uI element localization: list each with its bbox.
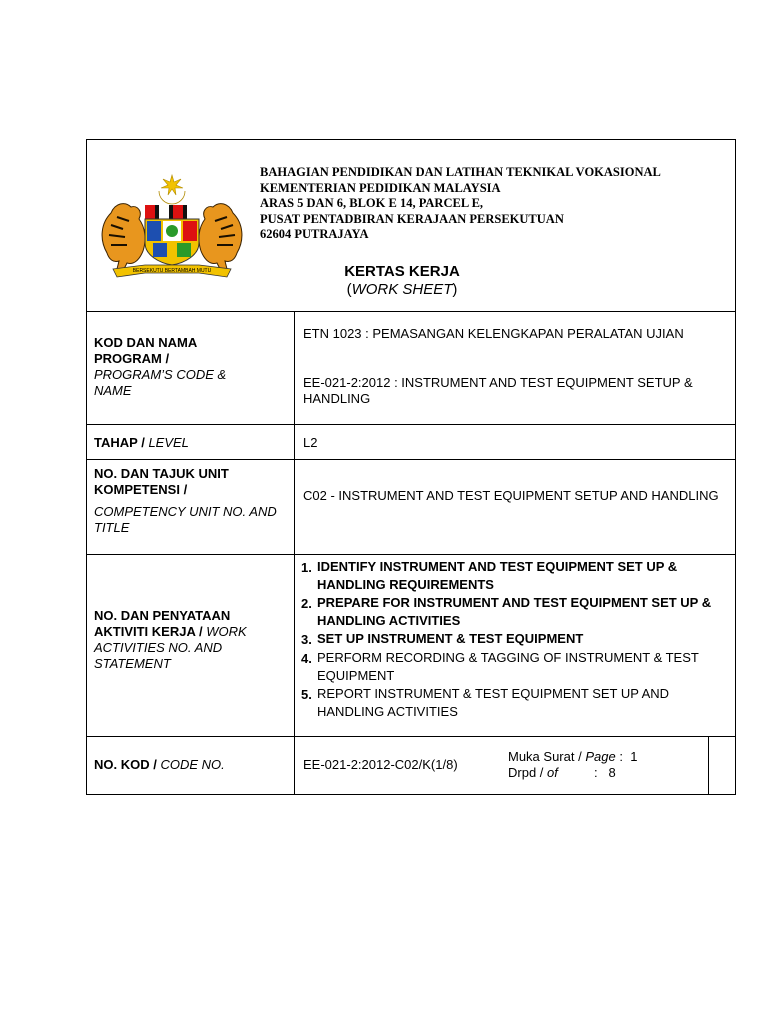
document-subtitle: (WORK SHEET) (346, 281, 458, 298)
page-number: Muka Surat / Page : 1 (508, 749, 638, 764)
activity-item: 5. REPORT INSTRUMENT & TEST EQUIPMENT SET UP AND HANDLING ACTIVITIES (301, 686, 670, 719)
activity-item: 3. SET UP INSTRUMENT & TEST EQUIPMENT (301, 631, 584, 647)
page-total: Drpd / of : 8 (508, 765, 616, 780)
code-value-cell (295, 737, 735, 794)
code-value: EE-021-2:2012-C02/K(1/8) (303, 757, 458, 772)
address-line: KEMENTERIAN PEDIDIKAN MALAYSIA (260, 180, 501, 195)
level-value: L2 (303, 435, 318, 450)
level-label: TAHAP / LEVEL (94, 435, 189, 450)
code-row (87, 737, 735, 794)
level-row (87, 425, 735, 460)
unit-value: C02 - INSTRUMENT AND TEST EQUIPMENT SETUP AND HANDLING (303, 488, 719, 503)
activities-label-cell (87, 555, 295, 736)
program-code-malay: ETN 1023 : PEMASANGAN KELENGKAPAN PERALATAN UJIAN (303, 326, 684, 341)
address-line: 62604 PUTRAJAYA (260, 227, 369, 241)
address-line: PUSAT PENTADBIRAN KERAJAAN PERSEKUTUAN (260, 211, 564, 226)
activity-item: 2. PREPARE FOR INSTRUMENT AND TEST EQUIPMENT SET UP & HANDLING ACTIVITIES (301, 595, 712, 628)
document-title-block (287, 263, 517, 299)
program-value-cell (295, 311, 735, 424)
program-label-cell (87, 311, 295, 424)
activities-value-cell (295, 555, 735, 736)
program-code-english: EE-021-2:2012 : INSTRUMENT AND TEST EQUIPMENT SETUP & HANDLING (303, 375, 693, 406)
activities-row (87, 555, 735, 737)
level-label-cell (87, 425, 295, 459)
code-label: NO. KOD / CODE NO. (94, 757, 225, 772)
program-row (87, 311, 735, 425)
document-title: KERTAS KERJA (344, 263, 460, 280)
activities-list (301, 558, 731, 721)
worksheet-document (86, 139, 736, 795)
address-line: ARAS 5 DAN 6, BLOK E 14, PARCEL E, (260, 196, 484, 210)
page-info-divider (708, 737, 709, 794)
program-label: KOD DAN NAMA PROGRAM / PROGRAM’S CODE & NAME (94, 335, 227, 398)
address-line: BAHAGIAN PENDIDIKAN DAN LATIHAN TEKNIKAL VOKASIONAL (260, 165, 661, 179)
document-header (87, 140, 735, 312)
activities-label: NO. DAN PENYATAAN AKTIVITI KERJA / WORK ACTIVITIES NO. AND STATEMENT (94, 608, 247, 671)
level-value-cell (295, 425, 735, 459)
ministry-address (260, 165, 661, 243)
activity-item: 4. PERFORM RECORDING & TAGGING OF INSTRUMENT & TEST EQUIPMENT (301, 650, 699, 683)
competency-unit-row (87, 460, 735, 555)
code-label-cell (87, 737, 295, 794)
crest-motto: BERSEKUTU BERTAMBAH MUTU (132, 268, 212, 274)
unit-value-cell (295, 460, 735, 554)
coat-of-arms-icon (93, 173, 251, 281)
activity-item: 1. IDENTIFY INSTRUMENT AND TEST EQUIPMENT SET UP & HANDLING REQUIREMENTS (301, 559, 678, 592)
unit-label-cell (87, 460, 295, 554)
unit-label: NO. DAN TAJUK UNIT KOMPETENSI / COMPETENCY UNIT NO. AND TITLE (94, 466, 277, 535)
